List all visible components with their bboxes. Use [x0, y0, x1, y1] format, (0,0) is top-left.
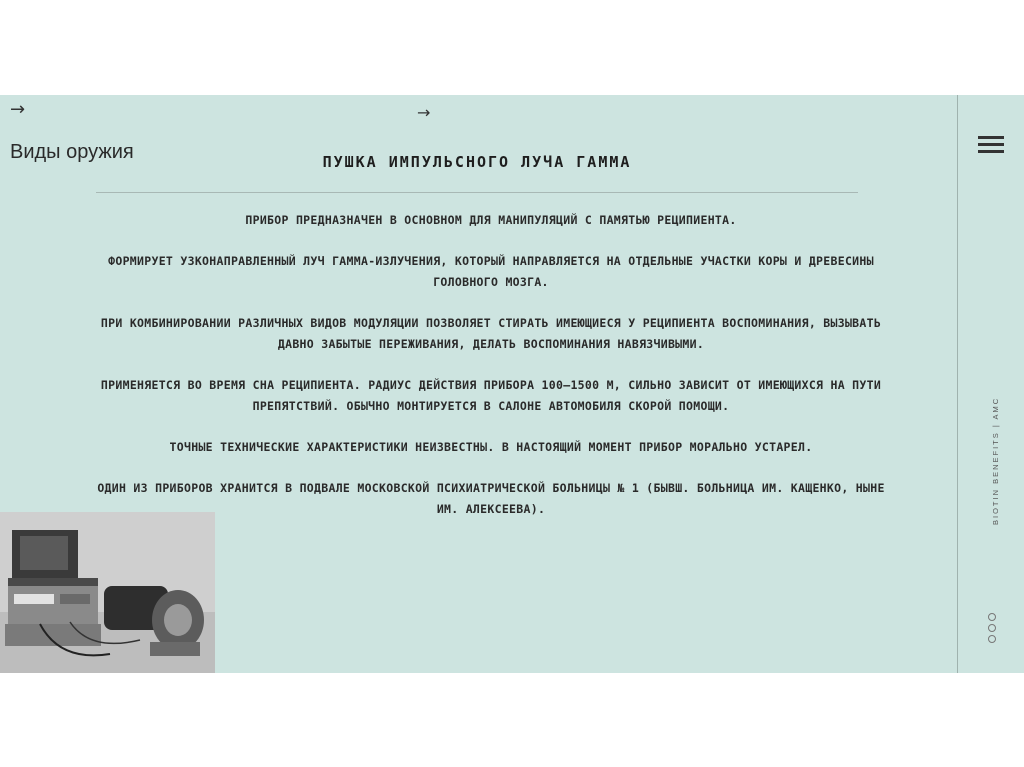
- dot-icon[interactable]: [988, 624, 996, 632]
- paragraph: ОДИН ИЗ ПРИБОРОВ ХРАНИТСЯ В ПОДВАЛЕ МОСКОВСКОЙ ПСИХИАТРИЧЕСКОЙ БОЛЬНИЦЫ № 1 (БЫВШ. БОЛЬНИЦА ИМ. КАЩЕНКО, НЫНЕ ИМ. АЛЕКСЕЕВА).: [97, 481, 885, 516]
- arrow-right-icon[interactable]: →: [10, 99, 26, 120]
- paragraph: ТОЧНЫЕ ТЕХНИЧЕСКИЕ ХАРАКТЕРИСТИКИ НЕИЗВЕСТНЫ. В НАСТОЯЩИЙ МОМЕНТ ПРИБОР МОРАЛЬНО УСТАРЕЛ.: [169, 440, 813, 454]
- sidebar-divider: [957, 95, 958, 673]
- divider: [96, 192, 858, 193]
- paragraph: ПРИ КОМБИНИРОВАНИИ РАЗЛИЧНЫХ ВИДОВ МОДУЛЯЦИИ ПОЗВОЛЯЕТ СТИРАТЬ ИМЕЮЩИЕСЯ У РЕЦИПИЕНТА ВОСПОМИНАНИЯ, ВЫЗЫВАТЬ ДАВНО ЗАБЫТЫЕ ПЕРЕЖИВАНИЯ, ДЕЛАТЬ ВОСПОМИНАНИЯ НАВЯЗЧИВЫМИ.: [100, 316, 882, 351]
- device-illustration: [0, 512, 215, 673]
- slide: [0, 95, 1024, 673]
- dot-icon[interactable]: [988, 613, 996, 621]
- paragraph: ПРИМЕНЯЕТСЯ ВО ВРЕМЯ СНА РЕЦИПИЕНТА. РАДИУС ДЕЙСТВИЯ ПРИБОРА 100—1500 М, СИЛЬНО ЗАВИСИТ ОТ ИМЕЮЩИХСЯ НА ПУТИ ПРЕПЯТСТВИЙ. ОБЫЧНО МОНТИРУЕТСЯ В САЛОНЕ АВТОМОБИЛЯ СКОРОЙ ПОМОЩИ.: [100, 378, 882, 413]
- article-heading: ПУШКА ИМПУЛЬСНОГО ЛУЧА ГАММА: [322, 153, 632, 171]
- paragraph: ПРИБОР ПРЕДНАЗНАЧЕН В ОСНОВНОМ ДЛЯ МАНИПУЛЯЦИЙ С ПАМЯТЬЮ РЕЦИПИЕНТА.: [245, 213, 737, 227]
- dot-icon[interactable]: [988, 635, 996, 643]
- hamburger-menu-icon[interactable]: [978, 136, 1004, 154]
- arrow-right-icon[interactable]: →: [417, 103, 431, 122]
- pagination-dots[interactable]: [988, 613, 996, 646]
- device-photo: [0, 512, 215, 673]
- article-body: [96, 210, 886, 540]
- paragraph: ФОРМИРУЕТ УЗКОНАПРАВЛЕННЫЙ ЛУЧ ГАММА-ИЗЛУЧЕНИЯ, КОТОРЫЙ НАПРАВЛЯЕТСЯ НА ОТДЕЛЬНЫЕ УЧАСТКИ КОРЫ И ДРЕВЕСИНЫ ГОЛОВНОГО МОЗГА.: [108, 254, 874, 289]
- section-title: Виды оружия: [10, 141, 134, 163]
- vertical-brand-label: BIOTIN BENEFITS | AMC: [991, 396, 1000, 525]
